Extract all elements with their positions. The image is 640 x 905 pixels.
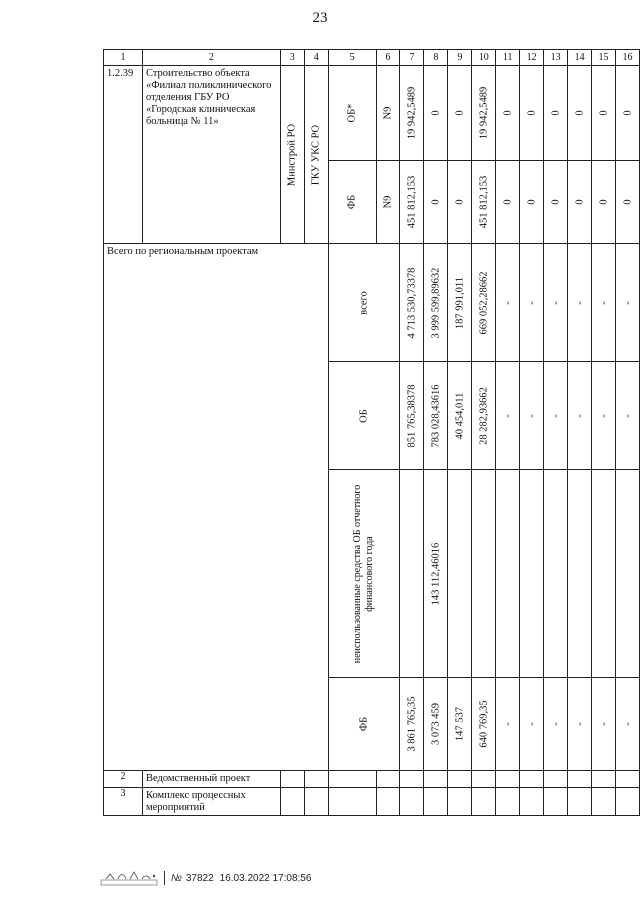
- responsible-ministry: Минстрой РО: [286, 123, 298, 186]
- value-cell: -: [574, 413, 586, 418]
- budget-table: [103, 49, 640, 816]
- value-cell: -: [550, 300, 562, 305]
- col-header: 3: [280, 50, 304, 66]
- value-cell: 783 028,43616: [430, 384, 442, 447]
- col-header: 4: [304, 50, 328, 66]
- header-row: [104, 50, 640, 66]
- value-cell: -: [622, 722, 633, 726]
- col-header: 14: [568, 50, 592, 66]
- value-cell: 19 942,5489: [478, 86, 490, 140]
- value-cell: 3 073 459: [430, 703, 442, 745]
- number-sign: №: [171, 872, 182, 884]
- row-name: Ведомственный проект: [142, 771, 280, 788]
- registry-stamp-icon: [100, 870, 158, 886]
- row-name: Комплекс процессных мероприятий: [142, 788, 280, 816]
- value-cell: 451 812,153: [406, 175, 418, 229]
- value-cell: 4 713 530,73378: [406, 267, 418, 338]
- value-cell: -: [574, 722, 586, 726]
- total-label: Всего по региональным проектам: [104, 244, 329, 771]
- value-cell: 28 282,93662: [478, 386, 490, 445]
- value-cell: 0: [550, 110, 562, 116]
- col-header: 13: [544, 50, 568, 66]
- value-cell: 0: [574, 199, 586, 205]
- value-cell: 3 999 599,89632: [430, 267, 442, 338]
- col-header: 7: [400, 50, 424, 66]
- row-name: Строительство объекта «Филиал поликлинического отделения ГБУ РО «Городская клиническая больница № 11»: [142, 66, 280, 244]
- col-header: 11: [496, 50, 520, 66]
- funding-source: ФБ: [346, 194, 358, 210]
- value-cell: -: [622, 300, 633, 305]
- value-cell: 669 052,28662: [478, 271, 490, 334]
- value-cell: -: [526, 722, 538, 726]
- value-cell: -: [502, 413, 514, 418]
- col-header: 8: [424, 50, 448, 66]
- value-cell: 147 537: [454, 706, 466, 742]
- value-cell: 143 112,46016: [430, 542, 442, 605]
- value-cell: 0: [574, 110, 586, 116]
- code-value: N9: [382, 106, 394, 120]
- col-header: 6: [376, 50, 400, 66]
- col-header: 16: [616, 50, 640, 66]
- value-cell: -: [550, 413, 562, 418]
- value-cell: 0: [526, 110, 538, 116]
- col-header: 2: [142, 50, 280, 66]
- total-block-label: всего: [358, 290, 370, 315]
- footer-divider: [164, 871, 165, 885]
- code-value: N9: [382, 195, 394, 209]
- value-cell: 40 454,011: [454, 392, 466, 439]
- row-code: 3: [104, 788, 143, 816]
- value-cell: -: [502, 300, 514, 305]
- value-cell: 0: [622, 199, 633, 205]
- value-cell: 0: [598, 199, 610, 205]
- value-cell: -: [526, 300, 538, 305]
- value-cell: -: [622, 413, 633, 418]
- value-cell: 0: [454, 199, 466, 205]
- value-cell: -: [526, 413, 538, 418]
- value-cell: -: [502, 722, 514, 726]
- col-header: 15: [592, 50, 616, 66]
- document-id: 37822: [185, 872, 214, 884]
- total-block-label: ФБ: [358, 716, 370, 732]
- table-row: [104, 771, 640, 788]
- page-number: 23: [312, 10, 328, 26]
- value-cell: 0: [430, 199, 442, 205]
- col-header: 5: [328, 50, 376, 66]
- value-cell: 3 861 765,35: [406, 696, 418, 752]
- value-cell: 0: [430, 110, 442, 116]
- value-cell: 0: [526, 199, 538, 205]
- value-cell: -: [598, 413, 610, 418]
- value-cell: -: [550, 722, 562, 726]
- col-header: 12: [520, 50, 544, 66]
- value-cell: 0: [502, 110, 514, 116]
- value-cell: 0: [598, 110, 610, 116]
- value-cell: 851 765,38378: [406, 384, 418, 447]
- executor-cell: [304, 66, 328, 244]
- value-cell: 0: [502, 199, 514, 205]
- timestamp: 16.03.2022 17:08:56: [219, 872, 312, 884]
- col-header: 1: [104, 50, 143, 66]
- value-cell: 187 991,011: [454, 276, 466, 329]
- value-cell: 640 769,35: [478, 700, 490, 748]
- value-cell: 0: [622, 110, 633, 116]
- source-cell: [328, 66, 376, 161]
- value-cell: 19 942,5489: [406, 86, 418, 140]
- value-cell: 0: [454, 110, 466, 116]
- funding-source: ОБ*: [346, 103, 358, 123]
- total-block-label: неиспользованные средства ОБ отчетного финансового года: [352, 484, 376, 663]
- value-cell: -: [598, 300, 610, 305]
- total-block-label: ОБ: [358, 408, 370, 423]
- table-row: [104, 788, 640, 816]
- value-cell: 451 812,153: [478, 175, 490, 229]
- row-code: 1.2.39: [104, 66, 143, 244]
- table-row: [104, 244, 640, 362]
- col-header: 9: [448, 50, 472, 66]
- executor: ГКУ УКС РО: [310, 124, 322, 185]
- code-cell: [376, 66, 400, 161]
- col-header: 10: [472, 50, 496, 66]
- document-footer: [100, 869, 311, 887]
- table-row: [104, 66, 640, 161]
- value-cell: 0: [550, 199, 562, 205]
- value-cell: -: [574, 300, 586, 305]
- row-code: 2: [104, 771, 143, 788]
- value-cell: -: [598, 722, 610, 726]
- responsible-cell: [280, 66, 304, 244]
